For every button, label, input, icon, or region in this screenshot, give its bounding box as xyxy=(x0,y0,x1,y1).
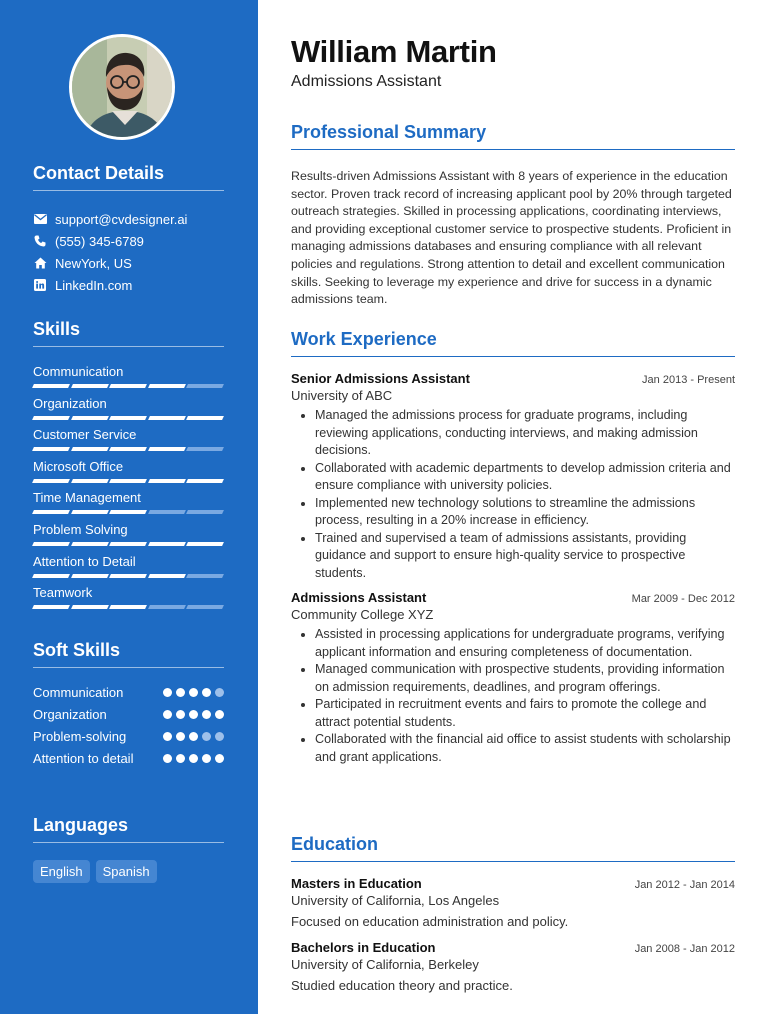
candidate-name: William Martin xyxy=(291,34,497,69)
soft-skill-rating xyxy=(163,728,224,741)
rating-dot xyxy=(176,688,185,697)
skill-level-segment xyxy=(32,384,69,388)
rating-dot xyxy=(189,688,198,697)
skill-item xyxy=(33,426,224,458)
skill-level-bars xyxy=(33,447,224,451)
education-entry xyxy=(291,876,735,929)
sidebar xyxy=(0,0,258,1014)
job-bullet: • Implemented new technology solutions to streamline the admissions process, resulting in a 20% increase in efficiency. xyxy=(315,495,735,530)
skill-level-segment xyxy=(32,447,69,451)
skill-level-segment xyxy=(148,479,185,483)
education-date: Jan 2012 - Jan 2014 xyxy=(634,879,735,891)
avatar xyxy=(69,34,175,140)
skill-item xyxy=(33,395,224,427)
skill-level-segment xyxy=(186,416,223,420)
languages-title: Languages xyxy=(33,815,224,843)
language-tag: English xyxy=(33,860,90,883)
candidate-role: Admissions Assistant xyxy=(291,73,442,90)
skill-name: Problem Solving xyxy=(33,521,128,537)
skill-level-bars xyxy=(33,605,224,609)
phone-icon xyxy=(33,234,47,248)
soft-skill-rating xyxy=(163,706,224,719)
skill-item xyxy=(33,584,224,616)
job-entry xyxy=(291,371,735,582)
rating-dot xyxy=(176,710,185,719)
skill-item xyxy=(33,553,224,585)
skill-level-segment xyxy=(32,479,69,483)
soft-skills-section xyxy=(33,640,224,772)
skill-level-segment xyxy=(71,574,108,578)
skill-level-segment xyxy=(148,574,185,578)
education-date: Jan 2008 - Jan 2012 xyxy=(634,943,735,955)
soft-skill-name: Communication xyxy=(33,685,124,700)
job-bullet: • Participated in recruitment events and fairs to promote the college and attract potential students. xyxy=(315,696,735,731)
linkedin-icon xyxy=(33,278,47,292)
skill-level-segment xyxy=(32,574,69,578)
rating-dot xyxy=(163,732,172,741)
contact-phone[interactable] xyxy=(33,230,224,252)
rating-dot xyxy=(189,710,198,719)
job-organization: University of ABC xyxy=(291,388,393,403)
skill-level-segment xyxy=(32,416,69,420)
profile-photo xyxy=(72,37,175,140)
summary-title: Professional Summary xyxy=(291,122,735,150)
skill-name: Communication xyxy=(33,364,124,379)
summary-section xyxy=(291,122,735,309)
skill-level-bars xyxy=(33,384,224,388)
rating-dot xyxy=(176,754,185,763)
soft-skill-item xyxy=(33,684,224,702)
envelope-icon xyxy=(33,212,47,226)
rating-dot xyxy=(202,710,211,719)
soft-skills-title: Soft Skills xyxy=(33,640,224,668)
skill-level-segment xyxy=(148,384,185,388)
skill-name: Teamwork xyxy=(33,585,93,601)
rating-dot xyxy=(202,732,211,741)
skill-level-segment xyxy=(186,479,223,483)
soft-skill-item xyxy=(33,706,224,724)
skill-item xyxy=(33,363,224,395)
skill-level-segment xyxy=(148,510,185,514)
skill-level-segment xyxy=(71,510,108,514)
job-bullet: • Managed communication with prospective students, providing information on admission requirements, deadlines, and program offerings. xyxy=(315,661,735,696)
languages-section xyxy=(33,815,224,883)
experience-title: Work Experience xyxy=(291,329,735,357)
skill-level-segment xyxy=(186,605,223,609)
skill-level-bars xyxy=(33,542,224,546)
skill-level-segment xyxy=(109,447,146,451)
contact-email-text: support@cvdesigner.ai xyxy=(55,211,188,227)
skill-level-segment xyxy=(32,510,69,514)
skill-level-segment xyxy=(109,479,146,483)
job-bullet: • Managed the admissions process for graduate programs, including reviewing applications, conducting interviews, and making admission decisions. xyxy=(315,407,735,460)
contact-title: Contact Details xyxy=(33,163,224,191)
rating-dot xyxy=(215,754,224,763)
job-entry xyxy=(291,590,735,766)
home-icon xyxy=(33,256,47,270)
skill-level-bars xyxy=(33,510,224,514)
skills-title: Skills xyxy=(33,319,224,347)
skill-level-segment xyxy=(109,384,146,388)
skill-level-segment xyxy=(186,574,223,578)
skill-level-segment xyxy=(109,510,146,514)
job-bullet: • Assisted in processing applications for undergraduate programs, verifying applicant information and ensuring completeness of documentation. xyxy=(315,626,735,661)
rating-dot xyxy=(176,732,185,741)
skill-level-segment xyxy=(71,542,108,546)
skill-level-segment xyxy=(148,416,185,420)
education-section xyxy=(291,834,735,993)
job-bullets xyxy=(291,407,735,582)
contact-phone-text: (555) 345-6789 xyxy=(55,233,144,249)
rating-dot xyxy=(215,732,224,741)
rating-dot xyxy=(163,710,172,719)
skill-level-segment xyxy=(186,542,223,546)
contact-section xyxy=(33,163,224,296)
soft-skill-name: Organization xyxy=(33,707,107,722)
skill-level-segment xyxy=(109,574,146,578)
skill-item xyxy=(33,521,224,553)
skill-level-segment xyxy=(32,542,69,546)
rating-dot xyxy=(163,688,172,697)
education-description: Focused on education administration and policy. xyxy=(291,914,569,929)
rating-dot xyxy=(215,688,224,697)
skill-name: Microsoft Office xyxy=(33,458,124,474)
job-bullet: • Collaborated with academic departments to develop admission criteria and ensure compliance with university policies. xyxy=(315,460,735,495)
school: University of California, Los Angeles xyxy=(291,893,500,908)
contact-location-text: NewYork, US xyxy=(55,255,132,271)
skill-level-segment xyxy=(186,447,223,451)
education-title: Education xyxy=(291,834,735,862)
rating-dot xyxy=(189,732,198,741)
skill-level-segment xyxy=(71,479,108,483)
skill-level-segment xyxy=(109,542,146,546)
skill-level-bars xyxy=(33,574,224,578)
skill-item xyxy=(33,489,224,521)
contact-location xyxy=(33,252,224,274)
job-title: Admissions Assistant xyxy=(291,590,427,605)
contact-linkedin-text: LinkedIn.com xyxy=(55,277,133,293)
experience-section xyxy=(291,329,735,766)
skill-level-segment xyxy=(148,447,185,451)
job-bullets xyxy=(291,626,735,766)
rating-dot xyxy=(215,710,224,719)
skill-name: Customer Service xyxy=(33,427,137,443)
skill-level-segment xyxy=(71,384,108,388)
skill-name: Attention to Detail xyxy=(33,553,136,569)
degree: Bachelors in Education xyxy=(291,940,436,955)
rating-dot xyxy=(202,688,211,697)
job-bullet: • Trained and supervised a team of admissions assistants, providing guidance and support to ensure high-quality service to prospective students. xyxy=(315,530,735,583)
school: University of California, Berkeley xyxy=(291,957,479,972)
soft-skill-rating xyxy=(163,684,224,697)
skills-section xyxy=(33,319,224,616)
skill-level-segment xyxy=(148,605,185,609)
rating-dot xyxy=(202,754,211,763)
language-tag: Spanish xyxy=(96,860,157,883)
skill-level-segment xyxy=(32,605,69,609)
soft-skill-name: Problem-solving xyxy=(33,729,127,744)
skill-level-bars xyxy=(33,416,224,420)
job-title: Senior Admissions Assistant xyxy=(291,371,470,386)
skill-item xyxy=(33,458,224,490)
education-description: Studied education theory and practice. xyxy=(291,978,513,993)
skill-level-bars xyxy=(33,479,224,483)
contact-linkedin[interactable] xyxy=(33,274,224,296)
skill-level-segment xyxy=(186,510,223,514)
skill-level-segment xyxy=(186,384,223,388)
skill-level-segment xyxy=(109,605,146,609)
job-date: Mar 2009 - Dec 2012 xyxy=(631,593,735,605)
skill-level-segment xyxy=(71,416,108,420)
skill-level-segment xyxy=(71,605,108,609)
contact-email[interactable] xyxy=(33,208,224,230)
summary-text: Results-driven Admissions Assistant with 8 years of experience in the education sector. Proven track record of increasing applicant pool by 20% through targeted outreach strategies. Skilled in processing applications, coordinating interviews, and providing exceptional customer service to prospective students. Proficient in managing admissions databases and ensuring compliance with all relevant policies and regulations. Strong attention to detail and excellent communication skills. Seeking to leverage my experience and drive for success in a dynamic admissions team. xyxy=(291,169,732,307)
soft-skill-item xyxy=(33,728,224,746)
degree: Masters in Education xyxy=(291,876,422,891)
job-organization: Community College XYZ xyxy=(291,607,434,622)
education-entry xyxy=(291,940,735,993)
job-bullet: • Collaborated with the financial aid office to assist students with scholarship and grant applications. xyxy=(315,731,735,766)
soft-skill-name: Attention to detail xyxy=(33,751,134,766)
skill-level-segment xyxy=(109,416,146,420)
soft-skill-rating xyxy=(163,750,224,763)
skill-level-segment xyxy=(148,542,185,546)
skill-name: Organization xyxy=(33,395,107,411)
rating-dot xyxy=(163,754,172,763)
skill-name: Time Management xyxy=(33,490,141,506)
skill-level-segment xyxy=(71,447,108,451)
soft-skill-item xyxy=(33,750,224,768)
job-date: Jan 2013 - Present xyxy=(642,374,735,386)
rating-dot xyxy=(189,754,198,763)
